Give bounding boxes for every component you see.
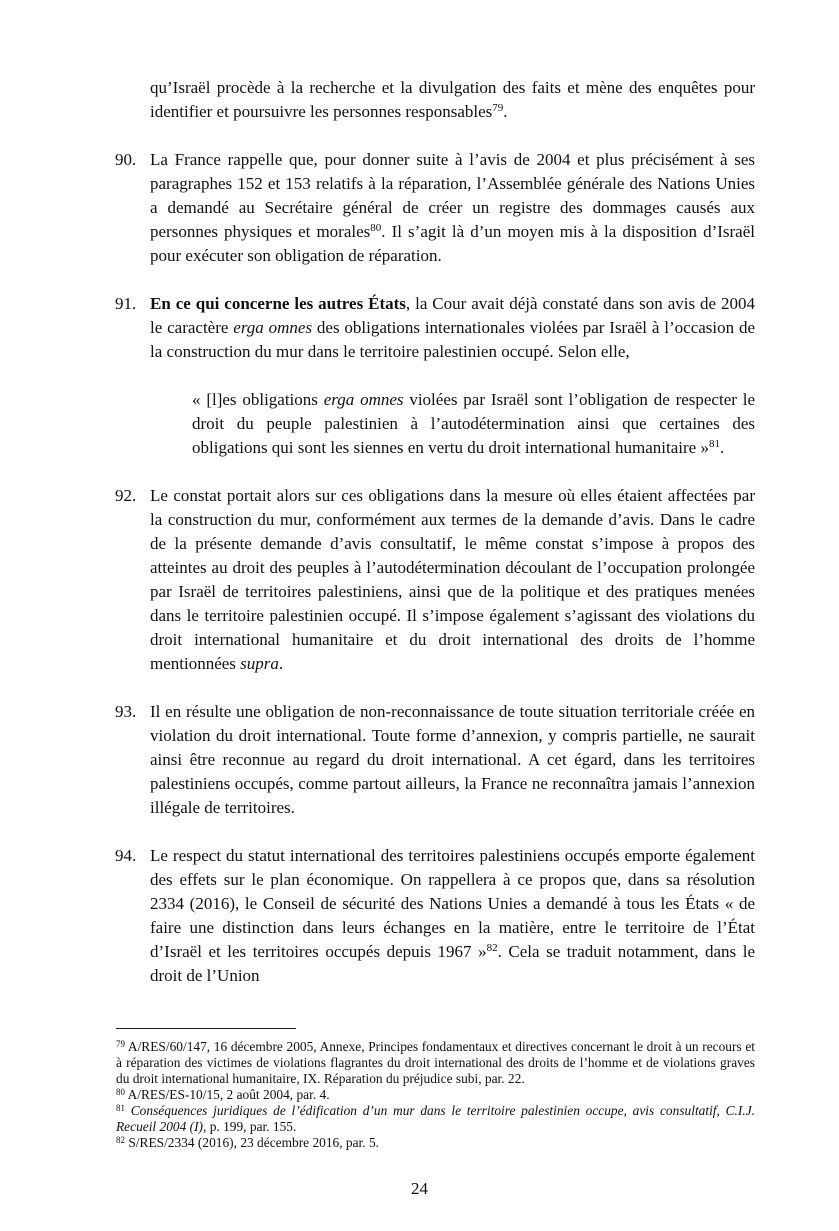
text-segment: Conséquences juridiques de l’édification d’un mur dans le territoire palestinien occupe, avis consultatif, C.I.J. Recueil 2004 (I)	[116, 1103, 755, 1134]
paragraph-number: 91.	[115, 294, 137, 313]
text-segment: S/RES/2334 (2016), 23 décembre 2016, par. 5.	[125, 1135, 380, 1150]
text-segment: Il en résulte une obligation de non-reconnaissance de toute situation territoriale créée en violation du droit international. Toute forme d’annexion, y compris partielle, ne saurait ainsi être reconnue au regard du droit international. A cet égard, dans les territoires palestiniens occupés, comme partout ailleurs, la France ne reconnaîtra jamais l’annexion illégale de territoires.	[150, 702, 755, 817]
text-segment: Le respect du statut international des territoires palestiniens occupés emporte également des effets sur le plan économique. On rappellera à ce propos que, dans sa résolution 2334 (2016), le Conseil de sécurité des Nations Unies a demandé à tous les États « de faire une distinction dans leurs échanges en la matière, entre le territoire de l’État d’Israël et les territoires occupés depuis 1967 »	[150, 846, 755, 961]
footnote-80	[116, 1087, 755, 1103]
paragraph-number: 90.	[115, 150, 137, 169]
paragraph-text	[150, 294, 755, 361]
text-segment: La France rappelle que, pour donner suite à l’avis de 2004 et plus précisément à ses paragraphes 152 et 153 relatifs à la réparation, l’Assemblée générale des Nations Unies a demandé au Secrétaire général de créer un registre des dommages causés aux personnes physiques et morales	[150, 150, 755, 241]
text-segment: A/RES/60/147, 16 décembre 2005, Annexe, Principes fondamentaux et directives concernant le droit à un recours et à réparation des victimes de violations flagrantes du droit international des droits de l’homme et de violations graves du droit international humanitaire, IX. Réparation du préjudice subi, par. 22.	[116, 1039, 755, 1086]
paragraph-continuation	[150, 76, 755, 124]
paragraph-text	[150, 150, 755, 265]
text-segment: , p. 199, par. 155.	[203, 1119, 297, 1134]
paragraph-91	[115, 292, 756, 364]
page-number: 24	[411, 1179, 428, 1198]
text-segment: .	[719, 438, 725, 457]
text-segment: . Il s’agit là d’un moyen mis à la disposition d’Israël pour exécuter son obligation de réparation.	[150, 222, 755, 265]
footnote-reference: 82	[116, 1135, 125, 1145]
paragraph-92	[115, 484, 755, 676]
footnote-reference: 79	[492, 102, 504, 114]
text-segment: , la Cour avait déjà constaté dans son avis de 2004 le caractère	[150, 294, 755, 337]
footnotes	[116, 1039, 755, 1151]
footnote-82	[116, 1135, 755, 1151]
footnote-reference: 82	[486, 942, 498, 954]
footnote-separator	[116, 1028, 296, 1029]
paragraph-text	[150, 702, 755, 817]
footnote-reference: 81	[708, 438, 720, 450]
footnote-reference: 80	[116, 1087, 125, 1097]
paragraph-number: 94.	[115, 846, 137, 865]
text-segment: erga omnes	[323, 390, 404, 409]
block-quote	[192, 388, 755, 460]
footnote-reference: 80	[370, 222, 382, 234]
paragraph-94	[115, 844, 755, 988]
footnote-81	[116, 1103, 755, 1135]
text-segment: des obligations internationales violées par Israël à l’occasion de la construction du mur dans le territoire palestinien occupé. Selon elle,	[150, 318, 756, 361]
paragraph-90	[115, 148, 755, 268]
footnote-reference: 79	[116, 1039, 125, 1049]
text-segment: qu’Israël procède à la recherche et la divulgation des faits et mène des enquêtes pour identifier et poursuivre les personnes responsables	[150, 78, 755, 121]
text-segment: supra	[240, 654, 279, 673]
text-segment: « [l]es obligations	[192, 390, 324, 409]
text-segment: Le constat portait alors sur ces obligations dans la mesure où elles étaient affectées par la construction du mur, conformément aux termes de la demande d’avis. Dans le cadre de la présente demande d’avis consultatif, le même constat s’impose à propos des atteintes au droit des peuples à l’autodétermination découlant de l’occupation prolongée par Israël de territoires palestiniens, ainsi que de la politique et des pratiques menées dans le territoire palestinien occupé. Il s’impose également s’agissant des violations du droit international humanitaire et du droit international des droits de l’homme mentionnées	[150, 486, 755, 673]
paragraph-number: 92.	[115, 486, 137, 505]
footnote-reference: 81	[116, 1103, 125, 1113]
text-segment: .	[503, 102, 508, 121]
paragraph-number: 93.	[115, 702, 137, 721]
text-segment: .	[278, 654, 284, 673]
text-segment: violées par Israël sont l’obligation de respecter le droit du peuple palestinien à l’autodétermination ainsi que certaines des obligations qui sont les siennes en vertu du droit international humanitaire »	[192, 390, 755, 457]
text-segment: . Cela se traduit notamment, dans le droit de l’Union	[150, 942, 755, 985]
text-segment: erga omnes	[233, 318, 313, 337]
text-segment: En ce qui concerne les autres États	[150, 294, 406, 313]
paragraph-text	[150, 846, 755, 985]
text-segment: A/RES/ES-10/15, 2 août 2004, par. 4.	[125, 1087, 330, 1102]
paragraph-93	[115, 700, 755, 820]
paragraph-text	[150, 486, 755, 673]
footnote-79	[116, 1039, 755, 1087]
